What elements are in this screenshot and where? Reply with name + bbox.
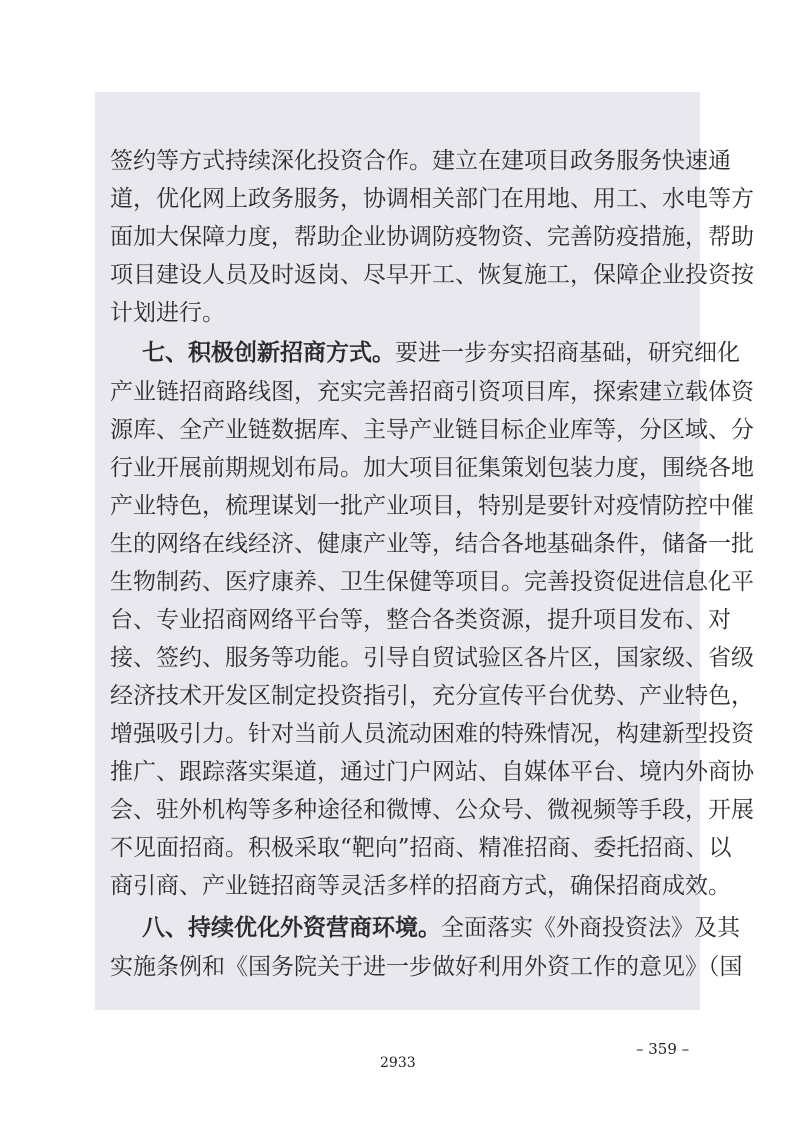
- text-line: 会、驻外机构等多种途径和微博、公众号、微视频等手段，开展: [110, 797, 754, 823]
- section-7-heading: 七、积极创新招商方式。: [142, 340, 395, 366]
- text-line: 台、专业招商网络平台等，整合各类资源，提升项目发布、对: [110, 607, 731, 633]
- text-line: 产业特色，梳理谋划一批产业项目，特别是要针对疫情防控中催: [110, 493, 754, 519]
- footer-number: 2933: [380, 1055, 416, 1071]
- section-8-heading: 八、持续优化外资营商环境。: [142, 915, 441, 941]
- section-7-first-line: [142, 338, 740, 368]
- text-line: 行业开展前期规划布局。加大项目征集策划包装力度，围绕各地: [110, 455, 754, 481]
- text-line: 生物制药、医疗康养、卫生保健等项目。完善投资促进信息化平: [110, 569, 754, 595]
- text-line: 道，优化网上政务服务，协调相关部门在用地、用工、水电等方: [110, 186, 754, 212]
- text-line: 签约等方式持续深化投资合作。建立在建项目政务服务快速通: [110, 148, 731, 174]
- text-line: 接、签约、服务等功能。引导自贸试验区各片区，国家级、省级: [110, 645, 754, 671]
- text-line: 推广、跟踪落实渠道，通过门户网站、自媒体平台、境内外商协: [110, 759, 754, 785]
- text-line: 增强吸引力。针对当前人员流动困难的特殊情况，构建新型投资: [110, 721, 754, 747]
- text-line: 经济技术开发区制定投资指引，充分宣传平台优势、产业特色，: [110, 683, 754, 709]
- text-line: 商引商、产业链招商等灵活多样的招商方式，确保招商成效。: [110, 873, 731, 899]
- text-line: 计划进行。: [110, 300, 225, 326]
- text-line: 产业链招商路线图，充实完善招商引资项目库，探索建立载体资: [110, 379, 754, 405]
- text-line: 不见面招商。积极采取“靶向”招商、精准招商、委托招商、以: [110, 835, 732, 861]
- text-line: 实施条例和《国务院关于进一步做好利用外资工作的意见》（国: [110, 954, 743, 980]
- text-line: 生的网络在线经济、健康产业等，结合各地基础条件，储备一批: [110, 531, 754, 557]
- text-line: 源库、全产业链数据库、主导产业链目标企业库等，分区域、分: [110, 417, 754, 443]
- text-line: 项目建设人员及时返岗、尽早开工、恢复施工，保障企业投资按: [110, 262, 754, 288]
- section-8-first-line-text: 全面落实《外商投资法》及其: [441, 915, 740, 941]
- section-8-first-line: [142, 913, 740, 943]
- page-number: – 359 –: [636, 1040, 690, 1058]
- section-7-first-line-text: 要进一步夯实招商基础，研究细化: [395, 340, 740, 366]
- text-line: 面加大保障力度，帮助企业协调防疫物资、完善防疫措施，帮助: [110, 224, 754, 250]
